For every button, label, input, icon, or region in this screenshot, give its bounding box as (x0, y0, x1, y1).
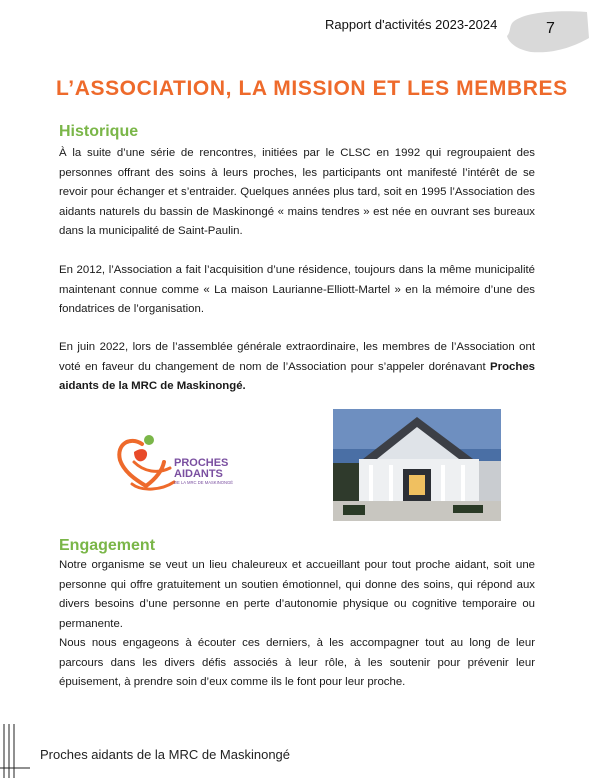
historique-paragraph-1: À la suite d’une série de rencontres, initiées par le CLSC en 1992 qui regroupaient des personnes offrant des soins à leurs proches, les participants ont manifesté l’intérêt de se revoir pour échanger et s’entraider. Quelques années plus tard, soit en 1995 l’Association des aidants naturels du bassin de Maskinongé « mains tendres » est née en ouvrant ses bureaux dans la municipalité de Saint-Paulin. (59, 147, 535, 238)
section-heading-historique: Historique (59, 123, 139, 140)
logo-text-line1: PROCHES (174, 457, 229, 469)
house-photo (333, 409, 501, 521)
footer-organization-name: Proches aidants de la MRC de Maskinongé (40, 747, 291, 762)
historique-paragraph-3-text: En juin 2022, lors de l’assemblée générale extraordinaire, les membres de l’Association ont voté en faveur du changement de nom de l’Association pour s’appeler dorénavant (59, 341, 535, 373)
engagement-paragraph-1: Notre organisme se veut un lieu chaleureux et accueillant pour tout proche aidant, soit une personne qui offre gratuitement un soutien émotionnel, qui donne des soins, qui répond aux divers besoins d’une personne en perte d’autonomie physique ou cognitive temporaire ou permanente. (59, 559, 535, 630)
historique-paragraph-3 (59, 338, 535, 397)
logo-text-line3: DE LA MRC DE MASKINONGÉ (174, 480, 234, 485)
page-number: 7 (546, 20, 555, 37)
proches-aidants-logo (112, 432, 260, 496)
page-title: L’ASSOCIATION, LA MISSION ET LES MEMBRES (56, 77, 568, 100)
historique-paragraph-2: En 2012, l’Association a fait l’acquisition d’une résidence, toujours dans la même municipalité maintenant connue comme « La maison Laurianne-Elliott-Martel » en la mémoire d’une des fondatrices de l’organisation. (59, 264, 535, 316)
organization-name-bold: Proches aidants de la MRC de Maskinongé. (59, 360, 535, 393)
section-heading-engagement: Engagement (59, 537, 156, 554)
engagement-paragraph-2: Nous nous engageons à écouter ces derniers, à les accompagner tout au long de leur parcours dans les divers défis associés à leur rôle, à les soutenir pour prévenir leur épuisement, à prendre soin d’eux comme ils le font pour leur proche. (59, 637, 535, 689)
logo-text-line2: AIDANTS (174, 468, 223, 480)
footer-vertical-lines (0, 724, 30, 778)
report-header-title: Rapport d'activités 2023-2024 (325, 17, 498, 32)
